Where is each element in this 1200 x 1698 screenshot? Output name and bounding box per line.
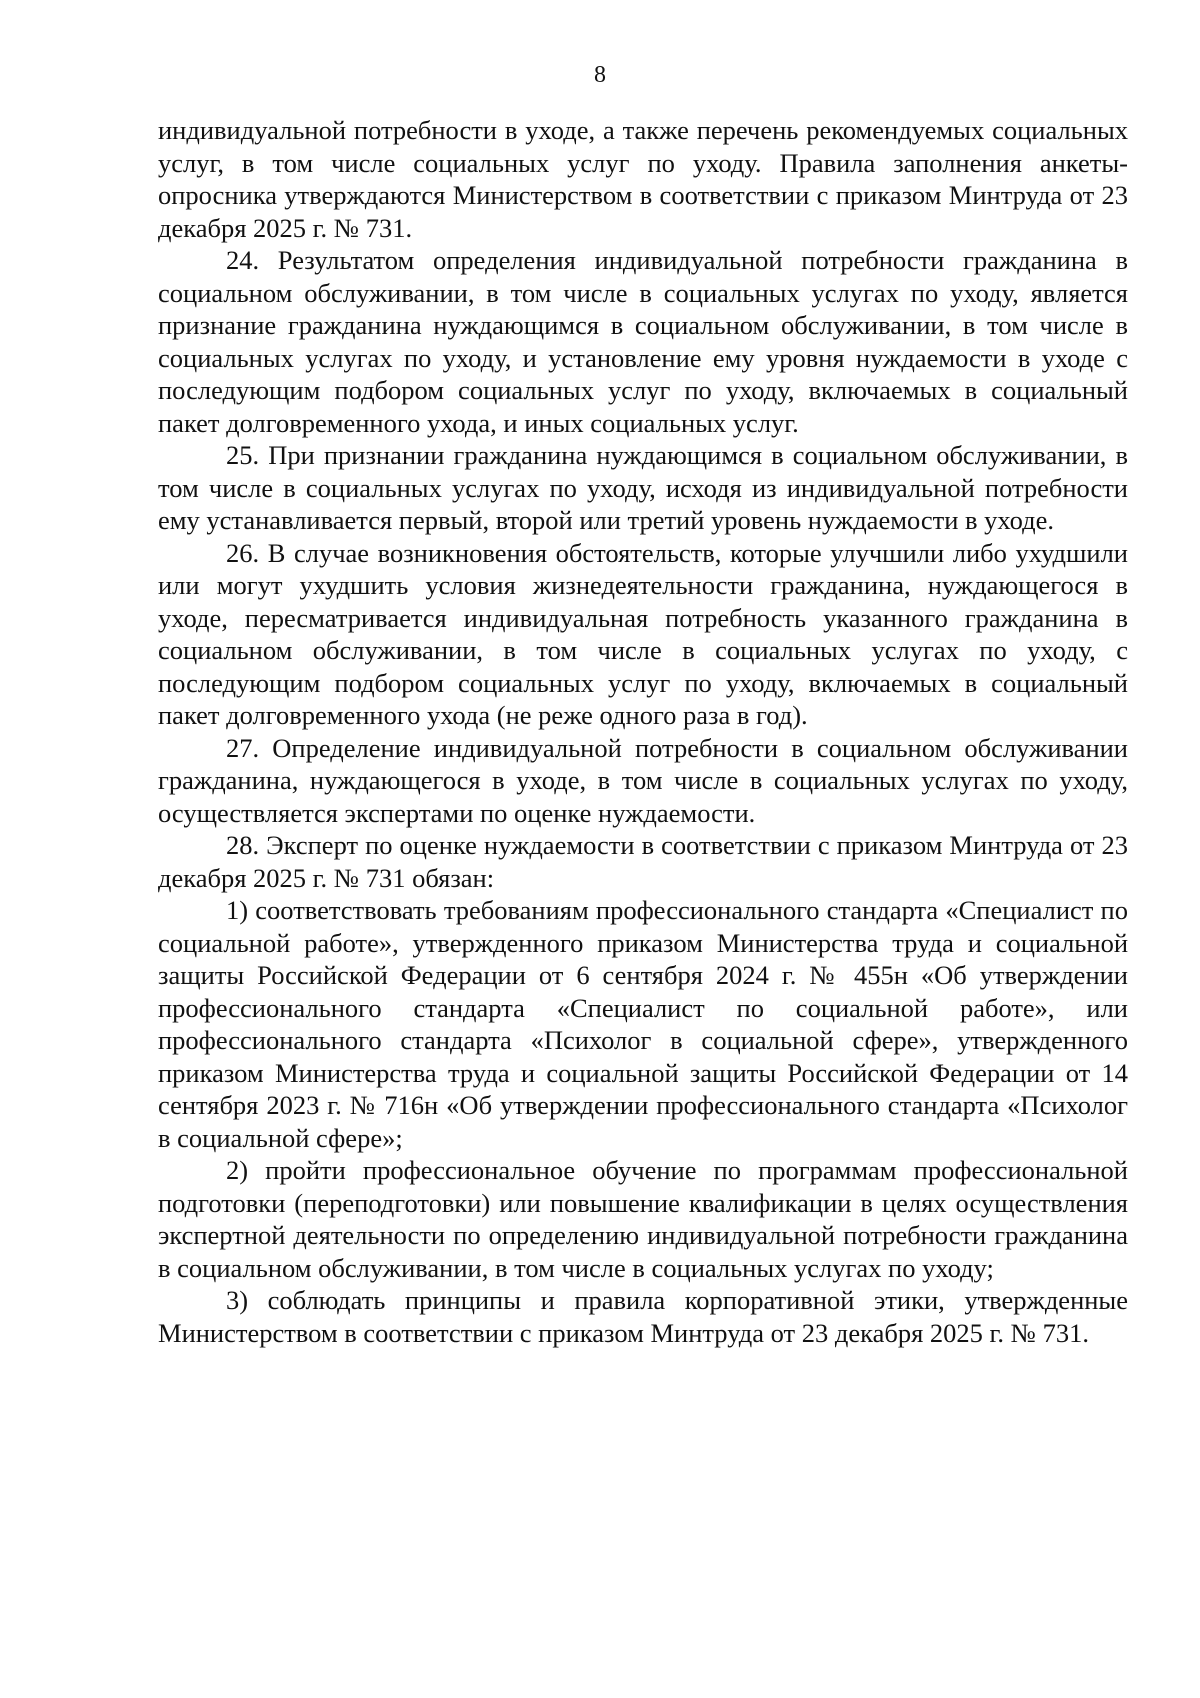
document-body bbox=[158, 114, 1128, 1349]
paragraph-24: 24. Результатом определения индивидуальной потребности гражданина в социальном обслуживании, в том числе в социальных услугах по уходу, является признание гражданина нуждающимся в социальном обслуживании, в том числе в социальных услугах по уходу, и установление ему уровня нуждаемости в уходе с последующим подбором социальных услуг по уходу, включаемых в социальный пакет долговременного ухода, и иных социальных услуг. bbox=[158, 245, 1128, 438]
paragraph-26: 26. В случае возникновения обстоятельств, которые улучшили либо ухудшили или могут ухудшить условия жизнедеятельности гражданина, нуждающегося в уходе, пересматривается индивидуальная потребность указанного гражданина в социальном обслуживании, в том числе в социальных услугах по уходу, с последующим подбором социальных услуг по уходу, включаемых в социальный пакет долговременного ухода (не реже одного раза в год). bbox=[158, 537, 1128, 730]
paragraph-continuation: индивидуальной потребности в уходе, а также перечень рекомендуемых социальных услуг, в том числе социальных услуг по уходу. Правила заполнения анкеты-опросника утверждаются Министерством в соответствии с приказом Минтруда от 23 декабря 2025 г. № 731. bbox=[158, 115, 1128, 243]
page-number: 8 bbox=[594, 62, 606, 88]
paragraph-28-item-3: 3) соблюдать принципы и правила корпоративной этики, утвержденные Министерством в соответствии с приказом Минтруда от 23 декабря 2025 г. № 731. bbox=[158, 1285, 1128, 1348]
paragraph-27: 27. Определение индивидуальной потребности в социальном обслуживании гражданина, нуждающегося в уходе, в том числе в социальных услугах по уходу, осуществляется экспертами по оценке нуждаемости. bbox=[158, 732, 1128, 828]
paragraph-28-item-1: 1) соответствовать требованиям профессионального стандарта «Специалист по социальной работе», утвержденного приказом Министерства труда и социальной защиты Российской Федерации от 6 сентября 2024 г. № 455н «Об утверждении профессионального стандарта «Специалист по социальной работе», или профессионального стандарта «Психолог в социальной сфере», утвержденного приказом Министерства труда и социальной защиты Российской Федерации от 14 сентября 2023 г. № 716н «Об утверждении профессионального стандарта «Психолог в социальной сфере»; bbox=[158, 895, 1128, 1153]
paragraph-28-item-2: 2) пройти профессиональное обучение по программам профессиональной подготовки (переподготовки) или повышение квалификации в целях осуществления экспертной деятельности по определению индивидуальной потребности гражданина в социальном обслуживании, в том числе в социальных услугах по уходу; bbox=[158, 1155, 1128, 1283]
paragraph-25: 25. При признании гражданина нуждающимся в социальном обслуживании, в том числе в социальных услугах по уходу, исходя из индивидуальной потребности ему устанавливается первый, второй или третий уровень нуждаемости в уходе. bbox=[158, 440, 1128, 535]
paragraph-28: 28. Эксперт по оценке нуждаемости в соответствии с приказом Минтруда от 23 декабря 2025 г. № 731 обязан: bbox=[158, 830, 1128, 893]
